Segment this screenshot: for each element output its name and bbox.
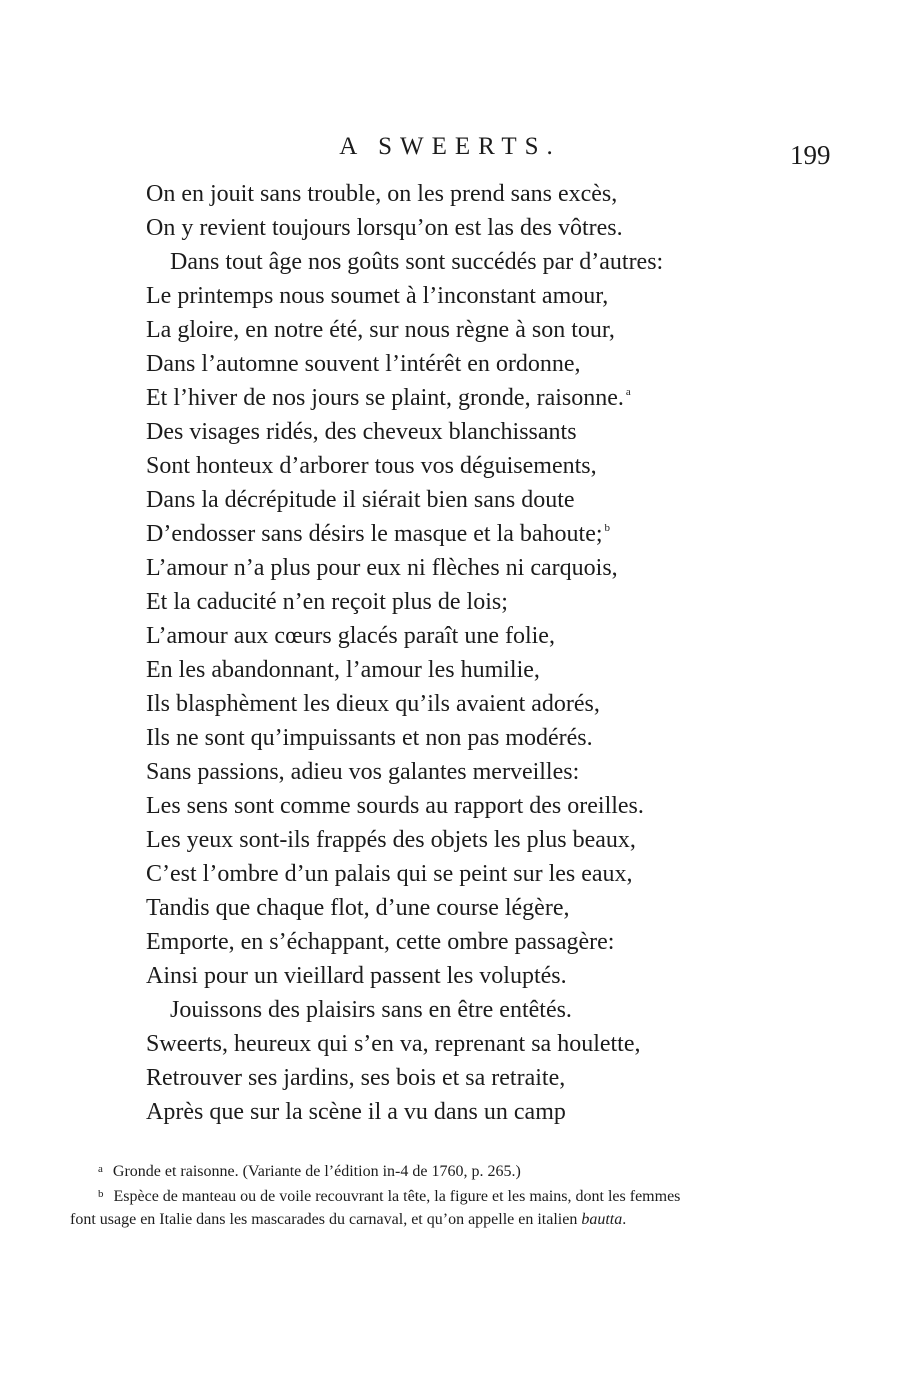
poem-line (146, 415, 796, 449)
poem-line (146, 585, 796, 619)
footnote-b-continuation (70, 1208, 838, 1231)
poem-line (146, 721, 796, 755)
poem-line (146, 959, 796, 993)
poem-line (146, 1027, 796, 1061)
poem-line (146, 1095, 796, 1129)
line-text: Dans la décrépitude il siérait bien sans doute (146, 487, 575, 513)
line-text: Jouissons des plaisirs sans en être entêtés. (170, 997, 572, 1023)
line-text: Et l’hiver de nos jours se plaint, gronde, raisonne. (146, 385, 624, 411)
poem-line (146, 211, 796, 245)
line-text: Des visages ridés, des cheveux blanchissants (146, 419, 577, 445)
line-text: L’amour aux cœurs glacés paraît une folie, (146, 623, 555, 649)
line-text: Sweerts, heureux qui s’en va, reprenant sa houlette, (146, 1031, 641, 1057)
line-text: L’amour n’a plus pour eux ni flèches ni carquois, (146, 555, 618, 581)
poem-line (146, 891, 796, 925)
line-text: Les yeux sont-ils frappés des objets les plus beaux, (146, 827, 636, 853)
poem-line (146, 755, 796, 789)
line-text: D’endosser sans désirs le masque et la bahoute; (146, 521, 603, 547)
poem-line (146, 857, 796, 891)
poem-line (146, 517, 796, 551)
line-text: On y revient toujours lorsqu’on est las des vôtres. (146, 215, 623, 241)
line-text: Tandis que chaque flot, d’une course légère, (146, 895, 570, 921)
line-text: Emporte, en s’échappant, cette ombre passagère: (146, 929, 615, 955)
poem-line (146, 449, 796, 483)
line-text: Ainsi pour un vieillard passent les voluptés. (146, 963, 567, 989)
footnote-b (70, 1183, 838, 1208)
poem-line (146, 823, 796, 857)
poem-line (146, 245, 796, 279)
line-text: Dans tout âge nos goûts sont succédés par d’autres: (170, 249, 664, 275)
footnote-text: font usage en Italie dans les mascarades du carnaval, et qu’on appelle en italien (70, 1211, 582, 1228)
poem-body (146, 177, 796, 1129)
line-text: Les sens sont comme sourds au rapport des oreilles. (146, 793, 644, 819)
poem-line (146, 347, 796, 381)
poem-line (146, 177, 796, 211)
poem-line (146, 993, 796, 1027)
footnote-mark: b (98, 1188, 104, 1200)
footnote-mark: a (98, 1163, 103, 1175)
poem-line (146, 1061, 796, 1095)
line-text: Et la caducité n’en reçoit plus de lois; (146, 589, 508, 615)
footnote-text: Espèce de manteau ou de voile recouvrant la tête, la figure et les mains, dont les femmes (113, 1188, 681, 1205)
page-number: 199 (790, 140, 831, 170)
footnote-ref-a: a (625, 386, 631, 398)
poem-line (146, 551, 796, 585)
line-text: Dans l’automne souvent l’intérêt en ordonne, (146, 351, 581, 377)
poem-line (146, 619, 796, 653)
footnote-a (70, 1158, 838, 1183)
footnote-end: . (622, 1211, 627, 1228)
line-text: Le printemps nous soumet à l’inconstant amour, (146, 283, 609, 309)
line-text: En les abandonnant, l’amour les humilie, (146, 657, 540, 683)
footnote-ref-b: b (604, 522, 611, 534)
line-text: Retrouver ses jardins, ses bois et sa retraite, (146, 1065, 566, 1091)
poem-line (146, 653, 796, 687)
poem-line (146, 789, 796, 823)
poem-line (146, 381, 796, 415)
line-text: Après que sur la scène il a vu dans un camp (146, 1099, 566, 1125)
poem-line (146, 483, 796, 517)
line-text: C’est l’ombre d’un palais qui se peint sur les eaux, (146, 861, 633, 887)
poem-line (146, 687, 796, 721)
poem-line (146, 313, 796, 347)
line-text: Sans passions, adieu vos galantes merveilles: (146, 759, 580, 785)
poem-line (146, 279, 796, 313)
running-title: A SWEERTS. (339, 133, 561, 160)
line-text: On en jouit sans trouble, on les prend sans excès, (146, 181, 618, 207)
line-text: La gloire, en notre été, sur nous règne à son tour, (146, 317, 615, 343)
footnote-italic-term: bautta (581, 1211, 623, 1228)
line-text: Sont honteux d’arborer tous vos déguisements, (146, 453, 597, 479)
line-text: Ils blasphèment les dieux qu’ils avaient adorés, (146, 691, 600, 717)
poem-line (146, 925, 796, 959)
line-text: Ils ne sont qu’impuissants et non pas modérés. (146, 725, 593, 751)
footnote-text: Gronde et raisonne. (Variante de l’édition in-4 de 1760, p. 265.) (112, 1163, 521, 1180)
footnotes (70, 1158, 838, 1231)
